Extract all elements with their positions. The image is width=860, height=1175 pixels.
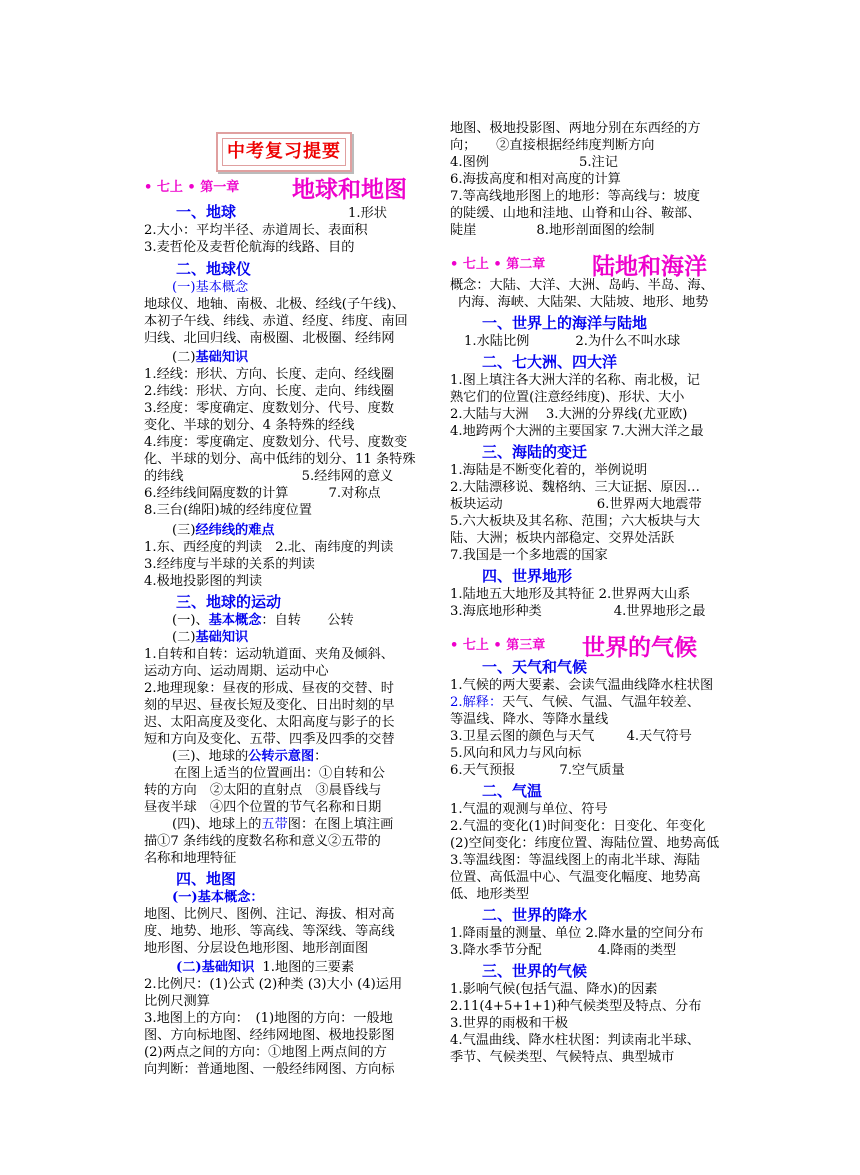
section-heading-line: [144, 203, 430, 222]
text-line: 地形图、分层设色地形图、地形剖面图: [144, 941, 369, 956]
chapter-2-header: [450, 247, 735, 280]
subsection-heading: 经纬线的难点: [195, 523, 275, 538]
text-segment: 天气、气候、气温、气温年较差、: [502, 695, 700, 710]
text-line: 4.地跨两个大洲的主要国家 7.大洲大洋之最: [450, 424, 704, 439]
text-segment: 6.世界两大地震带: [596, 497, 702, 512]
chapter-title: 陆地和海洋: [592, 253, 707, 280]
text-segment: 6.天气预报: [450, 763, 516, 778]
text-segment: 4.世界地形之最: [613, 604, 706, 619]
subsection-number: (三): [172, 523, 196, 538]
text-line: (2)两点之间的方向：①地图上两点间的方: [144, 1045, 387, 1060]
text-line: 7.等高线地形图上的地形：等高线与：坡度: [450, 189, 700, 204]
text-segment: 3.降水季节分配: [450, 943, 542, 958]
text-line: 在图上适当的位置画出：①自转和公: [174, 766, 385, 781]
text-line: 1.气温的观测与单位、符号: [450, 802, 608, 817]
text-line: 4.极地投影图的判读: [144, 574, 263, 589]
text-line: 1.海陆是不断变化着的，举例说明: [450, 463, 648, 478]
right-column: [450, 120, 735, 1066]
text-line: 1.经线：形状、方向、长度、走向、经线圈: [144, 367, 394, 382]
section-heading: 一、地球: [176, 203, 237, 221]
doc-title: 中考复习提要: [222, 138, 346, 166]
text-segment: 4.图例: [450, 155, 489, 170]
text-segment: (三)、地球的: [172, 749, 249, 764]
section-heading: 二、气温: [482, 782, 543, 800]
subsection-number: (一)、: [172, 613, 209, 628]
text-line: 地图、比例尺、图例、注记、海拔、相对高: [144, 907, 395, 922]
section-heading: 一、世界上的海洋与陆地: [482, 314, 648, 332]
text-line: 向； ②直接根据经纬度判断方向: [450, 138, 655, 153]
text-line: 刻的早迟、昼夜长短及变化、日出时刻的早: [144, 698, 395, 713]
text-segment: ：: [314, 749, 328, 764]
text-line: 2.纬线：形状、方向、长度、走向、纬线圈: [144, 384, 394, 399]
text-line: 陆、大洲；板块内部稳定、交界处活跃: [450, 531, 675, 546]
subsection-heading: 基础知识: [195, 630, 249, 645]
text-segment: 图：在图上填注画: [287, 817, 394, 832]
text-line: 1.图上填注各大洲大洋的名称、南北极，记: [450, 373, 700, 388]
text-line: 概念：大陆、大洋、大洲、岛屿、半岛、海、: [450, 278, 714, 293]
text-line: 描①7 条纬线的度数名称和意义②五带的: [144, 834, 381, 849]
text-segment: 4.降雨的类型: [597, 943, 677, 958]
section-heading: 二、七大洲、四大洋: [482, 353, 618, 371]
subsection-heading: (一)基本概念: [172, 280, 249, 295]
subsection-heading: (一)基本概念：: [172, 890, 264, 905]
text-line: 8.三台(绵阳)城的经纬度位置: [144, 503, 312, 518]
section-heading: 三、地球的运动: [176, 593, 282, 611]
inline-item: 1.形状: [348, 206, 387, 221]
text-segment: 3.海底地形种类: [450, 604, 542, 619]
subsection-number: (二): [172, 630, 196, 645]
chapter-prefix: • 七上 • 第二章: [450, 257, 546, 272]
text-segment: 1.地图的三要素: [262, 960, 355, 975]
text-line: 5.六大板块及其名称、范围；六大板块与大: [450, 514, 700, 529]
text-line: 3.等温线图：等温线图上的南北半球、海陆: [450, 853, 700, 868]
text-line: 名称和地理特征: [144, 851, 237, 866]
text-segment: 陡崖: [450, 223, 477, 238]
subsection-heading: 公转示意图: [248, 749, 315, 764]
text-line: 1.气候的两大要素、会读气温曲线降水柱状图: [450, 678, 714, 693]
chapter-3-header: [450, 628, 735, 661]
text-line: 向判断：普通地图、一般经纬网图、方向标: [144, 1062, 395, 1077]
text-line: 2.大陆与大洲 3.大洲的分界线(尤亚欧): [450, 407, 688, 422]
text-line: 2.地理现象：昼夜的形成、昼夜的交替、时: [144, 681, 394, 696]
highlight-label: 2.解释：: [450, 695, 503, 710]
text-segment: 的纬线: [144, 469, 184, 484]
text-line: 4.气温曲线、降水柱状图：判读南北半球、: [450, 1033, 700, 1048]
text-line: 迟、太阳高度及变化、太阳高度与影子的长: [144, 715, 395, 730]
text-line: 归线、北回归线、南极圈、北极圈、经纬网: [144, 331, 395, 346]
section-heading: 二、地球仪: [176, 260, 252, 278]
text-line: 比例尺测算: [144, 994, 210, 1009]
text-line: 等温线、降水、等降水量线: [450, 712, 609, 727]
section-heading: 三、海陆的变迁: [482, 443, 588, 461]
doc-title-box: [216, 132, 352, 172]
section-heading: 四、地图: [176, 870, 237, 888]
section-heading: 三、世界的气候: [482, 962, 588, 980]
text-line: 变化、半球的划分、4 条特殊的经线: [144, 418, 355, 433]
text-line: 2.大陆漂移说、魏格纳、三大证据、原因…: [450, 480, 700, 495]
text-line: 1.影响气候(包括气温、降水)的因素: [450, 982, 658, 997]
section-heading: 二、世界的降水: [482, 906, 588, 924]
text-line: 熟它们的位置(注意经纬度)、形状、大小: [450, 390, 685, 405]
text-line: 地图、极地投影图、两地分别在东西经的方: [450, 121, 701, 136]
text-line: 7.我国是一个多地震的国家: [450, 548, 608, 563]
text-line: 1.陆地五大地形及其特征 2.世界两大山系: [450, 587, 691, 602]
text-segment: 3.卫星云图的颜色与天气: [450, 729, 595, 744]
text-line: 化、半球的划分、高中低纬的划分、11 条特殊: [144, 452, 416, 467]
text-line: 低、地形类型: [450, 887, 530, 902]
text-line: 3.世界的雨极和干极: [450, 1016, 569, 1031]
text-segment: 5.经纬网的意义: [301, 469, 394, 484]
text-line: 本初子午线、纬线、赤道、经度、纬度、南回: [144, 314, 408, 329]
text-line: 运动方向、运动周期、运动中心: [144, 664, 329, 679]
chapter-1-header: [144, 170, 430, 203]
text-segment: 1.水陆比例: [464, 334, 530, 349]
text-line: 5.风向和风力与风向标: [450, 746, 582, 761]
text-line: 2.气温的变化(1)时间变化：日变化、年变化: [450, 819, 706, 834]
chapter-title: 地球和地图: [292, 176, 407, 203]
chapter-prefix: • 七上 • 第一章: [144, 180, 240, 195]
subsection-heading: (二)基础知识: [176, 960, 255, 975]
subsection-heading: 基础知识: [195, 350, 249, 365]
text-line: 3.地图上的方向： (1)地图的方向：一般地: [144, 1011, 393, 1026]
text-line: 3.麦哲伦及麦哲伦航海的线路、目的: [144, 240, 355, 255]
text-line: 内海、海峡、大陆架、大陆坡、地形、地势: [458, 295, 709, 310]
text-segment: 6.经纬线间隔度数的计算: [144, 486, 289, 501]
text-segment: 2.为什么不叫水球: [575, 334, 681, 349]
text-line: 昼夜半球 ④四个位置的节气名称和日期: [144, 800, 382, 815]
text-line: 度、地势、地形、等高线、等深线、等高线: [144, 924, 395, 939]
left-column: [144, 170, 430, 1078]
subsection-number: (二): [172, 350, 196, 365]
text-segment: ：自转 公转: [261, 613, 354, 628]
text-line: 1.降雨量的测量、单位 2.降水量的空间分布: [450, 926, 704, 941]
text-line: 2.大小：平均半径、赤道周长、表面积: [144, 223, 368, 238]
text-line: 1.自转和自转：运动轨道面、夹角及倾斜、: [144, 647, 394, 662]
highlight-term: 五带: [261, 817, 288, 832]
text-segment: 板块运动: [450, 497, 503, 512]
chapter-title: 世界的气候: [582, 634, 697, 661]
text-segment: 4.天气符号: [626, 729, 692, 744]
text-line: 3.经度：零度确定、度数划分、代号、度数: [144, 401, 394, 416]
text-segment: 8.地形剖面图的绘制: [536, 223, 655, 238]
text-line: 的陡缓、山地和洼地、山脊和山谷、鞍部、: [450, 206, 701, 221]
text-line: 3.经纬度与半球的关系的判读: [144, 557, 315, 572]
text-line: (2)空间变化：纬度位置、海陆位置、地势高低: [450, 836, 720, 851]
subsection-heading: 基本概念: [208, 613, 262, 628]
text-line: 地球仪、地轴、南极、北极、经线(子午线)、: [144, 297, 405, 312]
text-segment: 5.注记: [578, 155, 618, 170]
text-segment: 7.对称点: [328, 486, 381, 501]
chapter-prefix: • 七上 • 第三章: [450, 638, 546, 653]
text-line: 转的方向 ②太阳的直射点 ③晨昏线与: [144, 783, 382, 798]
text-line: 6.海拔高度和相对高度的计算: [450, 172, 621, 187]
text-line: 1.东、西经度的判读 2.北、南纬度的判读: [144, 540, 394, 555]
text-line: 位置、高低温中心、气温变化幅度、地势高: [450, 870, 701, 885]
text-line: 图、方向标地图、经纬网地图、极地投影图: [144, 1028, 395, 1043]
text-line: 2.比例尺：(1)公式 (2)种类 (3)大小 (4)运用: [144, 977, 403, 992]
text-line: 2.11(4+5+1+1)种气候类型及特点、分布: [450, 999, 702, 1014]
section-heading: 四、世界地形: [482, 567, 573, 585]
text-segment: 7.空气质量: [559, 763, 625, 778]
text-line: 短和方向及变化、五带、四季及四季的交替: [144, 732, 395, 747]
text-line: 4.纬度：零度确定、度数划分、代号、度数变: [144, 435, 408, 450]
section-heading: 一、天气和气候: [482, 658, 588, 676]
text-segment: (四)、地球上的: [172, 817, 262, 832]
text-line: 季节、气候类型、气候特点、典型城市: [450, 1050, 675, 1065]
